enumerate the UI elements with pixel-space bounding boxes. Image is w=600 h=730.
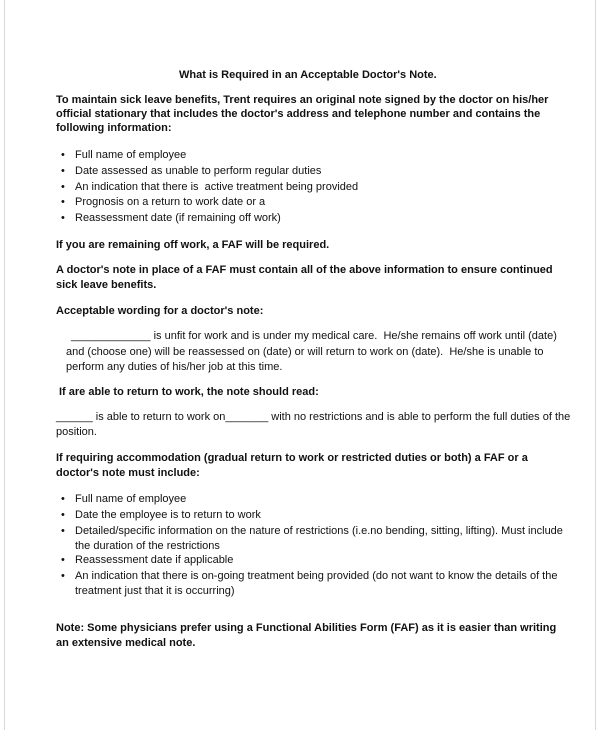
bullet-icon: • <box>61 196 65 208</box>
bullet-icon: • <box>61 212 65 224</box>
bullet-icon: • <box>61 165 65 177</box>
wording-line: and (choose one) will be reassessed on (date) or will return to work on (date). He/she is unable to <box>66 346 544 358</box>
bullet-icon: • <box>61 149 65 161</box>
intro-line: official stationary that includes the doctor's address and telephone number and contains the <box>56 108 541 120</box>
return-line: ______ is able to return to work on_______ with no restrictions and is able to perform the full duties of the <box>56 411 571 423</box>
doctor-note-line: A doctor's note in place of a FAF must contain all of the above information to ensure continued <box>56 264 553 276</box>
document-page <box>4 0 596 730</box>
bullet-icon: • <box>61 509 65 521</box>
return-heading: If are able to return to work, the note should read: <box>59 386 319 398</box>
wording-heading: Acceptable wording for a doctor's note: <box>56 305 264 317</box>
doctor-note-line: sick leave benefits. <box>56 279 157 291</box>
wording-line: _____________ is unfit for work and is under my medical care. He/she remains off work until (date) <box>71 330 557 342</box>
list-item-continuation: the duration of the restrictions <box>75 540 220 552</box>
bullet-icon: • <box>61 181 65 193</box>
list-item: Prognosis on a return to work date or a <box>75 196 266 208</box>
note-line: Note: Some physicians prefer using a Functional Abilities Form (FAF) as it is easier than writing <box>56 622 557 634</box>
list-item: An indication that there is on-going treatment being provided (do not want to know the details of the <box>75 570 558 582</box>
bullet-icon: • <box>61 493 65 505</box>
bullet-icon: • <box>61 554 65 566</box>
list-item: An indication that there is active treatment being provided <box>75 181 359 193</box>
bullet-icon: • <box>61 570 65 582</box>
intro-line: To maintain sick leave benefits, Trent requires an original note signed by the doctor on his/her <box>56 94 549 106</box>
list-item: Date the employee is to return to work <box>75 509 261 521</box>
list-item: Full name of employee <box>75 493 187 505</box>
accommodation-heading: If requiring accommodation (gradual return to work or restricted duties or both) a FAF or a <box>56 452 528 464</box>
list-item: Detailed/specific information on the nature of restrictions (i.e.no bending, sitting, lifting). Must include <box>75 525 563 537</box>
list-item: Full name of employee <box>75 149 187 161</box>
list-item: Reassessment date (if remaining off work) <box>75 212 281 224</box>
list-item: Date assessed as unable to perform regular duties <box>75 165 322 177</box>
faf-required: If you are remaining off work, a FAF will be required. <box>56 239 330 251</box>
intro-line: following information: <box>56 122 172 134</box>
note-line: an extensive medical note. <box>56 637 196 649</box>
list-item: Reassessment date if applicable <box>75 554 234 566</box>
accommodation-heading: doctor's note must include: <box>56 467 200 479</box>
return-line: position. <box>56 426 97 438</box>
list-item-continuation: treatment just that it is occurring) <box>75 585 235 597</box>
document-title: What is Required in an Acceptable Doctor's Note. <box>179 69 437 81</box>
wording-line: perform any duties of his/her job at this time. <box>66 361 283 373</box>
bullet-icon: • <box>61 525 65 537</box>
